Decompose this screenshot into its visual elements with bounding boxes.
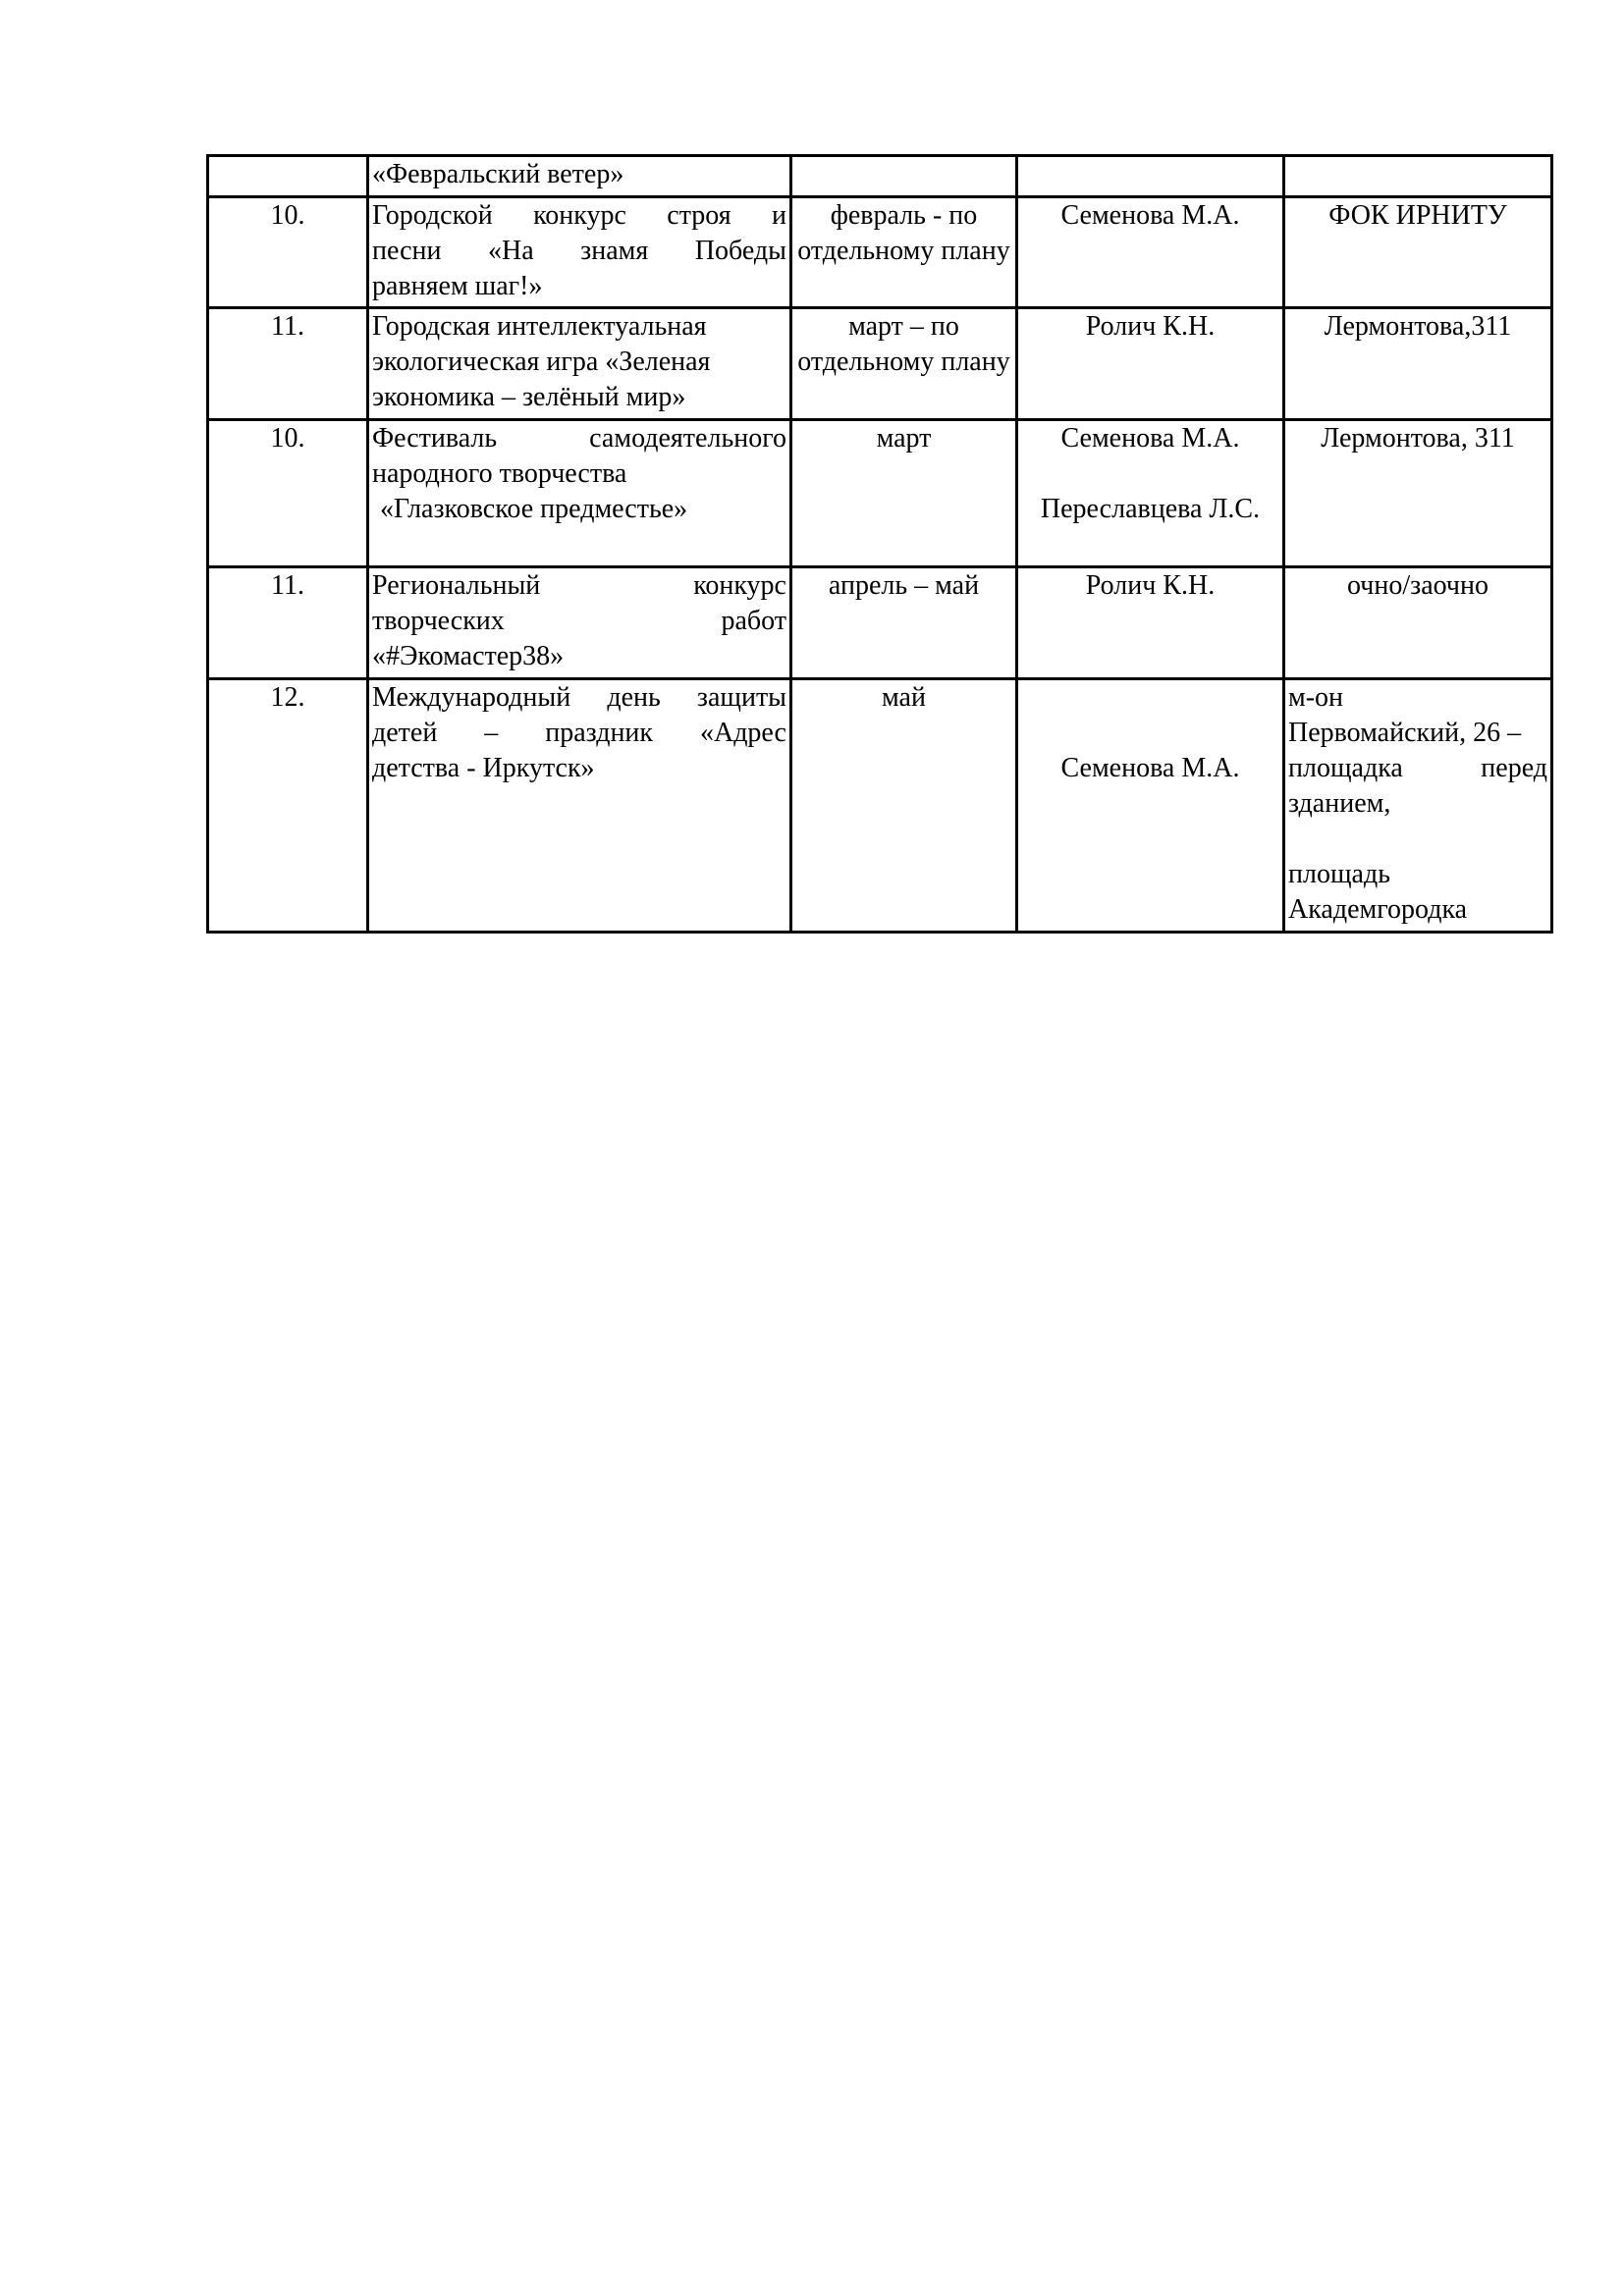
- row-number: 11.: [208, 567, 368, 679]
- event-line: песни «На знамя Победы: [372, 236, 786, 266]
- event-line: «Февральский ветер»: [372, 159, 624, 189]
- event-cell: [368, 308, 791, 420]
- responsible-name: Ролич К.Н.: [1085, 570, 1216, 601]
- table-row: [208, 197, 1552, 308]
- events-table: [206, 154, 1553, 934]
- event-line: народного творчества: [372, 458, 627, 489]
- table-row: [208, 308, 1552, 420]
- responsible-cell: [1017, 197, 1284, 308]
- place-line: площадка перед: [1288, 753, 1547, 783]
- event-line: Фестиваль самодеятельного: [372, 423, 786, 454]
- event-line: детства - Иркутск»: [372, 753, 595, 783]
- event-cell: [368, 567, 791, 679]
- place-cell: ФОК ИРНИТУ: [1284, 197, 1552, 308]
- responsible-name: Семенова М.А.: [1060, 753, 1240, 783]
- event-cell: [368, 156, 791, 197]
- place-line: Первомайский, 26 –: [1288, 718, 1522, 748]
- responsible-name: Переславцева Л.С.: [1040, 494, 1261, 524]
- responsible-name: Семенова М.А.: [1060, 423, 1240, 454]
- table-row: [208, 567, 1552, 679]
- event-line: равняем шаг!»: [372, 271, 543, 301]
- event-line: Городской конкурс строя и: [372, 200, 786, 231]
- row-number: 10.: [208, 420, 368, 567]
- date-cell: февраль - по отдельному плану: [791, 197, 1017, 308]
- event-cell: [368, 679, 791, 933]
- event-line: экономика – зелёный мир»: [372, 382, 686, 412]
- responsible-name: Ролич К.Н.: [1085, 311, 1216, 342]
- date-cell: март – по отдельному плану: [791, 308, 1017, 420]
- responsible-cell: [1017, 308, 1284, 420]
- place-line: площадь: [1288, 859, 1390, 889]
- place-line: зданием,: [1288, 788, 1391, 819]
- responsible-name: Семенова М.А.: [1060, 200, 1240, 231]
- place-cell: очно/заочно: [1284, 567, 1552, 679]
- row-number: [208, 156, 368, 197]
- responsible-cell: [1017, 567, 1284, 679]
- table-row: [208, 679, 1552, 933]
- table-row: [208, 420, 1552, 567]
- event-cell: [368, 420, 791, 567]
- place-gap: [1288, 822, 1547, 857]
- place-line: Академгородка: [1288, 894, 1468, 925]
- responsible-cell: [1017, 420, 1284, 567]
- event-line: «Глазковское предместье»: [380, 494, 688, 524]
- place-cell: Лермонтова,311: [1284, 308, 1552, 420]
- place-cell: Лермонтова, 311: [1284, 420, 1552, 567]
- event-line: Городская интеллектуальная: [372, 311, 707, 342]
- responsible-cell: [1017, 679, 1284, 933]
- row-number: 12.: [208, 679, 368, 933]
- date-cell: [791, 156, 1017, 197]
- table-row: [208, 156, 1552, 197]
- place-cell: [1284, 679, 1552, 933]
- event-line: «#Экомастер38»: [372, 641, 565, 671]
- event-line: Региональный конкурс: [372, 570, 786, 601]
- date-cell: апрель – май: [791, 567, 1017, 679]
- date-cell: май: [791, 679, 1017, 933]
- row-number: 10.: [208, 197, 368, 308]
- event-line: экологическая игра «Зеленая: [372, 347, 711, 377]
- place-cell: [1284, 156, 1552, 197]
- place-line: м-он: [1288, 682, 1344, 713]
- responsible-cell: [1017, 156, 1284, 197]
- event-line: творческих работ: [372, 606, 786, 636]
- event-cell: [368, 197, 791, 308]
- row-number: 11.: [208, 308, 368, 420]
- event-line: Международный день защиты: [372, 682, 786, 713]
- event-line: детей – праздник «Адрес: [372, 718, 786, 748]
- date-cell: март: [791, 420, 1017, 567]
